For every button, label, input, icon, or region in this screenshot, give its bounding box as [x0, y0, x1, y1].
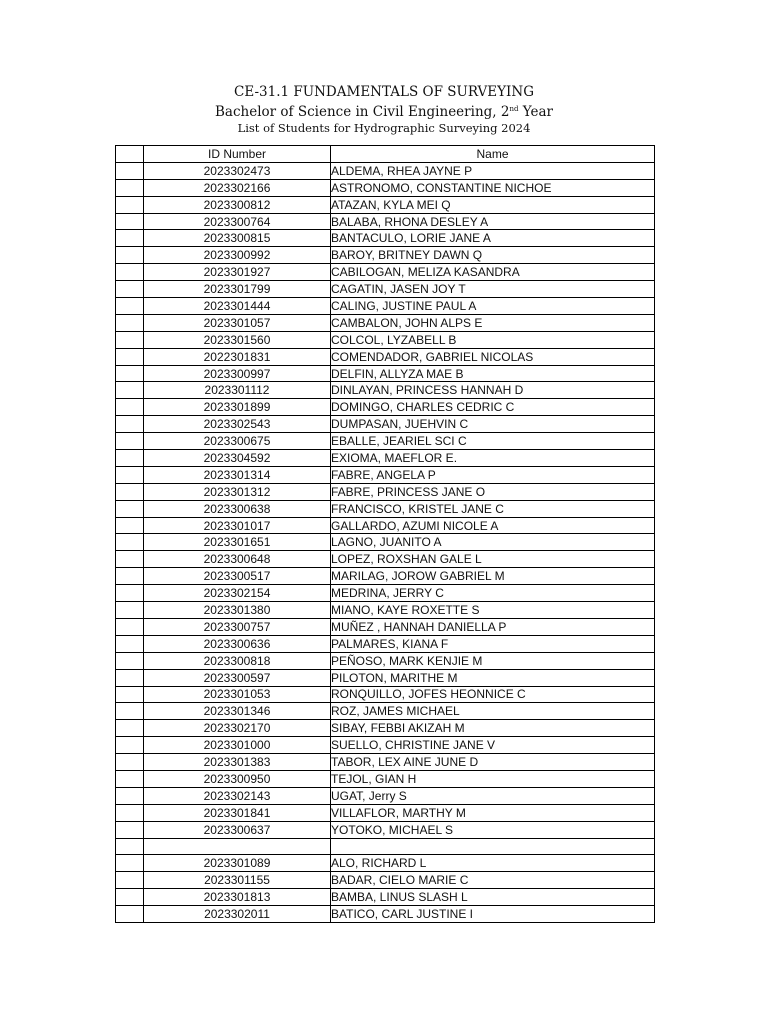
row-index-cell: [116, 770, 144, 787]
id-number-cell: 2023301017: [144, 517, 331, 534]
student-name-cell: PALMARES, KIANA F: [331, 635, 655, 652]
student-name-cell: TEJOL, GIAN H: [331, 770, 655, 787]
student-name-cell: DINLAYAN, PRINCESS HANNAH D: [331, 382, 655, 399]
table-row: [116, 331, 655, 348]
student-name-cell: BANTACULO, LORIE JANE A: [331, 230, 655, 247]
id-number-cell: 2023301057: [144, 314, 331, 331]
row-index-cell: [116, 331, 144, 348]
row-index-cell: [116, 534, 144, 551]
table-row: [116, 517, 655, 534]
table-row: [116, 382, 655, 399]
student-name-cell: DUMPASAN, JUEHVIN C: [331, 416, 655, 433]
student-name-cell: BALABA, RHONA DESLEY A: [331, 213, 655, 230]
row-index-cell: [116, 450, 144, 467]
student-name-cell: CAMBALON, JOHN ALPS E: [331, 314, 655, 331]
table-row: [116, 855, 655, 872]
table-row: [116, 838, 655, 855]
row-index-cell: [116, 196, 144, 213]
row-index-cell: [116, 787, 144, 804]
table-row: [116, 500, 655, 517]
row-index-cell: [116, 466, 144, 483]
student-name-cell: LOPEZ, ROXSHAN GALE L: [331, 551, 655, 568]
id-number-cell: 2023301383: [144, 754, 331, 771]
row-index-cell: [116, 179, 144, 196]
student-name-cell: FRANCISCO, KRISTEL JANE C: [331, 500, 655, 517]
row-index-cell: [116, 602, 144, 619]
student-name-cell: CAGATIN, JASEN JOY T: [331, 281, 655, 298]
table-row: [116, 281, 655, 298]
row-index-cell: [116, 281, 144, 298]
row-index-cell: [116, 720, 144, 737]
student-name-cell: BAROY, BRITNEY DAWN Q: [331, 247, 655, 264]
row-index-cell: [116, 838, 144, 855]
table-row: [116, 652, 655, 669]
id-number-cell: 2023300818: [144, 652, 331, 669]
row-index-cell: [116, 669, 144, 686]
program-year: Year: [518, 104, 553, 120]
student-name-cell: FABRE, PRINCESS JANE O: [331, 483, 655, 500]
student-name-cell: TABOR, LEX AINE JUNE D: [331, 754, 655, 771]
row-index-cell: [116, 686, 144, 703]
student-name-cell: COLCOL, LYZABELL B: [331, 331, 655, 348]
id-number-cell: [144, 838, 331, 855]
table-row: [116, 720, 655, 737]
row-index-cell: [116, 754, 144, 771]
id-number-cell: 2023301899: [144, 399, 331, 416]
id-number-cell: 2023300636: [144, 635, 331, 652]
document-header: [0, 84, 768, 136]
id-number-cell: 2023300815: [144, 230, 331, 247]
row-index-cell: [116, 585, 144, 602]
row-index-cell: [116, 568, 144, 585]
id-number-cell: 2023301112: [144, 382, 331, 399]
table-row: [116, 348, 655, 365]
id-number-cell: 2023301312: [144, 483, 331, 500]
id-number-cell: 2023302543: [144, 416, 331, 433]
id-number-cell: 2023302166: [144, 179, 331, 196]
id-number-cell: 2023300638: [144, 500, 331, 517]
student-name-cell: LAGNO, JUANITO A: [331, 534, 655, 551]
student-name-cell: MEDRINA, JERRY C: [331, 585, 655, 602]
id-number-cell: 2023302011: [144, 906, 331, 923]
student-name-cell: BADAR, CIELO MARIE C: [331, 872, 655, 889]
row-index-cell: [116, 821, 144, 838]
student-name-cell: YOTOKO, MICHAEL S: [331, 821, 655, 838]
row-index-cell: [116, 365, 144, 382]
header-index-cell: [116, 146, 144, 163]
row-index-cell: [116, 737, 144, 754]
table-row: [116, 770, 655, 787]
id-number-cell: 2023300997: [144, 365, 331, 382]
table-row: [116, 534, 655, 551]
table-row: [116, 450, 655, 467]
table-row: [116, 737, 655, 754]
student-name-cell: FABRE, ANGELA P: [331, 466, 655, 483]
id-number-cell: 2023300648: [144, 551, 331, 568]
id-number-cell: 2023301053: [144, 686, 331, 703]
student-name-cell: PILOTON, MARITHE M: [331, 669, 655, 686]
id-number-cell: 2023301841: [144, 804, 331, 821]
table-row: [116, 483, 655, 500]
student-name-cell: ALDEMA, RHEA JAYNE P: [331, 162, 655, 179]
row-index-cell: [116, 855, 144, 872]
row-index-cell: [116, 872, 144, 889]
id-number-cell: 2023301155: [144, 872, 331, 889]
student-name-cell: ROZ, JAMES MICHAEL: [331, 703, 655, 720]
row-index-cell: [116, 635, 144, 652]
course-title: CE-31.1 FUNDAMENTALS OF SURVEYING: [234, 84, 534, 100]
program-text: Bachelor of Science in Civil Engineering, 2: [215, 104, 510, 120]
student-name-cell: ATAZAN, KYLA MEI Q: [331, 196, 655, 213]
student-name-cell: MUÑEZ , HANNAH DANIELLA P: [331, 618, 655, 635]
table-row: [116, 872, 655, 889]
row-index-cell: [116, 517, 144, 534]
row-index-cell: [116, 298, 144, 315]
header-name: Name: [331, 146, 655, 163]
header-id-number: ID Number: [144, 146, 331, 163]
row-index-cell: [116, 500, 144, 517]
table-row: [116, 821, 655, 838]
table-row: [116, 618, 655, 635]
id-number-cell: 2023301651: [144, 534, 331, 551]
id-number-cell: 2023302473: [144, 162, 331, 179]
row-index-cell: [116, 804, 144, 821]
student-name-cell: SUELLO, CHRISTINE JANE V: [331, 737, 655, 754]
table-row: [116, 703, 655, 720]
table-row: [116, 804, 655, 821]
table-row: [116, 889, 655, 906]
table-row: [116, 399, 655, 416]
table-row: [116, 416, 655, 433]
table-row: [116, 754, 655, 771]
id-number-cell: 2023302154: [144, 585, 331, 602]
row-index-cell: [116, 652, 144, 669]
id-number-cell: 2023300764: [144, 213, 331, 230]
table-row: [116, 551, 655, 568]
row-index-cell: [116, 264, 144, 281]
table-row: [116, 568, 655, 585]
table-row: [116, 787, 655, 804]
row-index-cell: [116, 348, 144, 365]
table-row: [116, 247, 655, 264]
table-header-row: [116, 146, 655, 163]
table-body: [116, 162, 655, 922]
id-number-cell: 2023300517: [144, 568, 331, 585]
student-name-cell: DOMINGO, CHARLES CEDRIC C: [331, 399, 655, 416]
program-line: [0, 101, 768, 121]
id-number-cell: 2023301000: [144, 737, 331, 754]
id-number-cell: 2023300812: [144, 196, 331, 213]
table-row: [116, 196, 655, 213]
table-row: [116, 230, 655, 247]
id-number-cell: 2023301380: [144, 602, 331, 619]
id-number-cell: 2023301927: [144, 264, 331, 281]
student-name-cell: MIANO, KAYE ROXETTE S: [331, 602, 655, 619]
id-number-cell: 2023301560: [144, 331, 331, 348]
id-number-cell: 2023300757: [144, 618, 331, 635]
row-index-cell: [116, 618, 144, 635]
id-number-cell: 2023302143: [144, 787, 331, 804]
id-number-cell: 2023301089: [144, 855, 331, 872]
row-index-cell: [116, 247, 144, 264]
table-row: [116, 298, 655, 315]
table-row: [116, 213, 655, 230]
row-index-cell: [116, 314, 144, 331]
student-name-cell: MARILAG, JOROW GABRIEL M: [331, 568, 655, 585]
student-name-cell: ASTRONOMO, CONSTANTINE NICHOE: [331, 179, 655, 196]
student-name-cell: UGAT, Jerry S: [331, 787, 655, 804]
table-row: [116, 585, 655, 602]
id-number-cell: 2023302170: [144, 720, 331, 737]
student-name-cell: GALLARDO, AZUMI NICOLE A: [331, 517, 655, 534]
table-row: [116, 162, 655, 179]
id-number-cell: 2023304592: [144, 450, 331, 467]
row-index-cell: [116, 906, 144, 923]
student-name-cell: RONQUILLO, JOFES HEONNICE C: [331, 686, 655, 703]
row-index-cell: [116, 433, 144, 450]
id-number-cell: 2023301799: [144, 281, 331, 298]
student-name-cell: SIBAY, FEBBI AKIZAH M: [331, 720, 655, 737]
table-row: [116, 179, 655, 196]
table-row: [116, 264, 655, 281]
student-name-cell: COMENDADOR, GABRIEL NICOLAS: [331, 348, 655, 365]
row-index-cell: [116, 483, 144, 500]
id-number-cell: 2023300675: [144, 433, 331, 450]
table-row: [116, 365, 655, 382]
list-subtitle: List of Students for Hydrographic Surveying 2024: [237, 121, 531, 135]
student-roster-table: [115, 145, 655, 923]
id-number-cell: 2023300637: [144, 821, 331, 838]
table-row: [116, 466, 655, 483]
student-name-cell: PEÑOSO, MARK KENJIE M: [331, 652, 655, 669]
student-name-cell: VILLAFLOR, MARTHY M: [331, 804, 655, 821]
student-name-cell: ALO, RICHARD L: [331, 855, 655, 872]
table-row: [116, 669, 655, 686]
id-number-cell: 2023301813: [144, 889, 331, 906]
id-number-cell: 2023300597: [144, 669, 331, 686]
student-name-cell: DELFIN, ALLYZA MAE B: [331, 365, 655, 382]
row-index-cell: [116, 382, 144, 399]
student-name-cell: CABILOGAN, MELIZA KASANDRA: [331, 264, 655, 281]
id-number-cell: 2023300950: [144, 770, 331, 787]
id-number-cell: 2022301831: [144, 348, 331, 365]
student-name-cell: EXIOMA, MAEFLOR E.: [331, 450, 655, 467]
id-number-cell: 2023301314: [144, 466, 331, 483]
row-index-cell: [116, 551, 144, 568]
row-index-cell: [116, 416, 144, 433]
id-number-cell: 2023301346: [144, 703, 331, 720]
row-index-cell: [116, 230, 144, 247]
table-row: [116, 686, 655, 703]
row-index-cell: [116, 162, 144, 179]
program-ordinal-suffix: nd: [509, 105, 519, 113]
row-index-cell: [116, 213, 144, 230]
id-number-cell: 2023300992: [144, 247, 331, 264]
id-number-cell: 2023301444: [144, 298, 331, 315]
student-name-cell: BAMBA, LINUS SLASH L: [331, 889, 655, 906]
table-row: [116, 314, 655, 331]
row-index-cell: [116, 889, 144, 906]
row-index-cell: [116, 399, 144, 416]
table-row: [116, 602, 655, 619]
student-name-cell: CALING, JUSTINE PAUL A: [331, 298, 655, 315]
student-name-cell: EBALLE, JEARIEL SCI C: [331, 433, 655, 450]
table-row: [116, 906, 655, 923]
table-row: [116, 433, 655, 450]
row-index-cell: [116, 703, 144, 720]
student-name-cell: BATICO, CARL JUSTINE I: [331, 906, 655, 923]
student-name-cell: [331, 838, 655, 855]
table-row: [116, 635, 655, 652]
